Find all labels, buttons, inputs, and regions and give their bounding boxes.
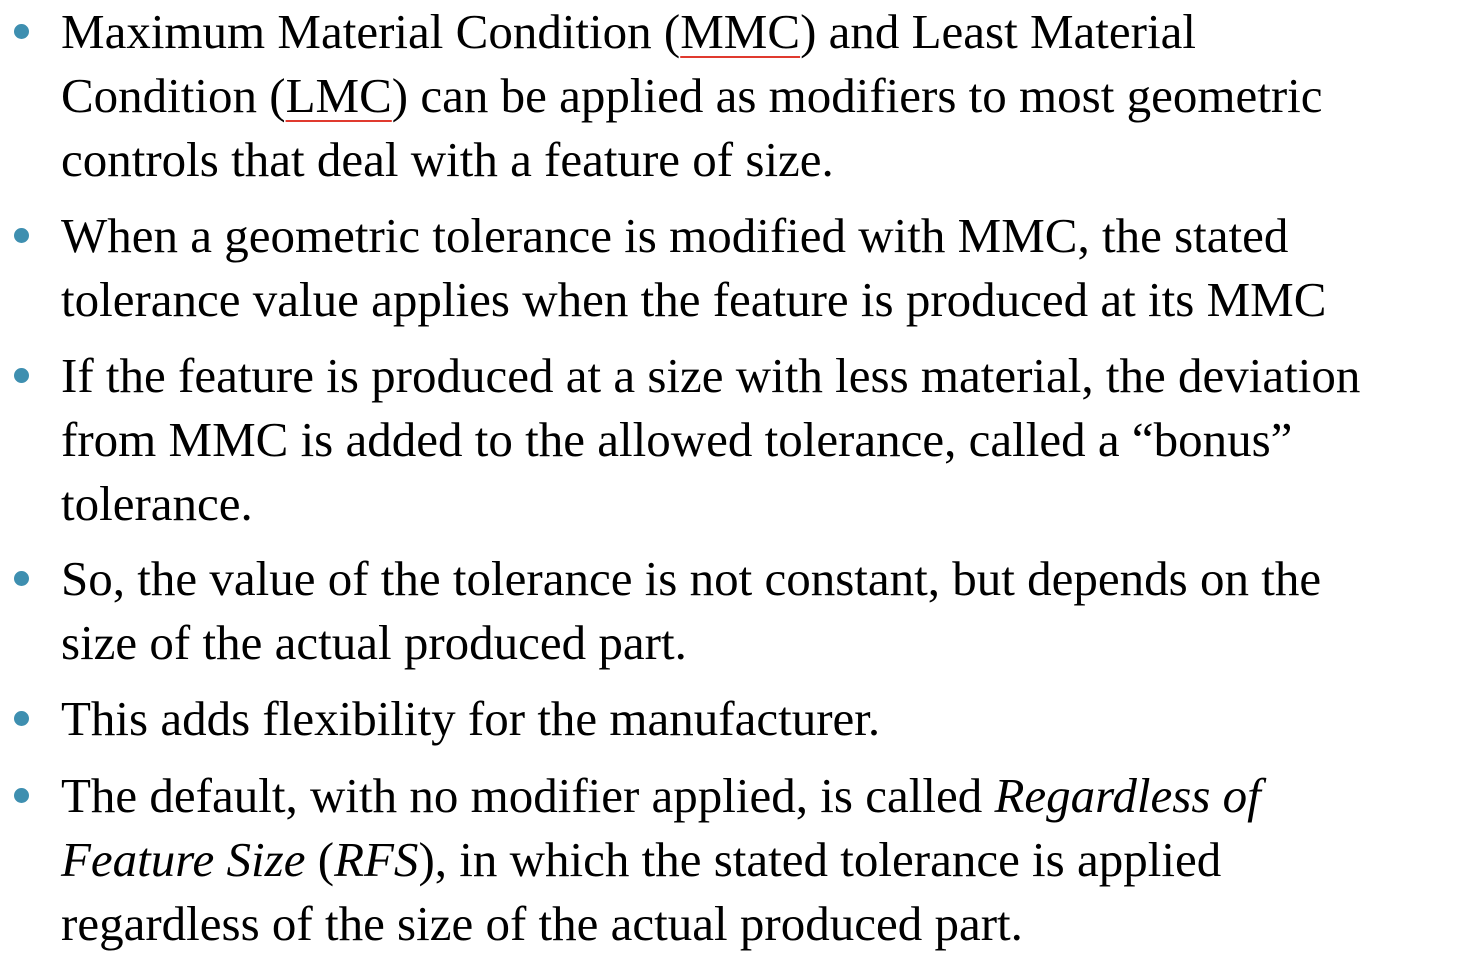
text-span: Maximum Material Condition ( [61, 4, 681, 59]
bullet-dot-icon [14, 711, 29, 726]
spellcheck-word: LMC [285, 68, 392, 123]
spellcheck-word: MMC [680, 4, 801, 59]
italic-term: Regardless of [994, 768, 1261, 823]
text-span: The default, with no modifier applied, is called [61, 768, 995, 823]
text-line: If the feature is produced at a size with less material, the deviation [61, 348, 1361, 403]
italic-term: Feature Size [61, 832, 306, 887]
text-span: ), in which the stated tolerance is applied [418, 832, 1222, 887]
text-line: size of the actual produced part. [61, 615, 687, 670]
italic-term: RFS [334, 832, 419, 887]
bullet-dot-icon [14, 788, 29, 803]
text-line [61, 64, 1323, 128]
text-line [61, 764, 1261, 828]
bullet-dot-icon [14, 571, 29, 586]
text-line: When a geometric tolerance is modified with MMC, the stated [61, 208, 1289, 263]
text-line: So, the value of the tolerance is not constant, but depends on the [61, 551, 1322, 606]
text-span: ) and Least Material [800, 4, 1196, 59]
text-line [61, 0, 1196, 64]
text-span: ) can be applied as modifiers to most geometric [391, 68, 1323, 123]
text-line: regardless of the size of the actual produced part. [61, 896, 1023, 951]
text-line: This adds flexibility for the manufacturer. [61, 691, 881, 746]
text-line: from MMC is added to the allowed tolerance, called a “bonus” [61, 412, 1293, 467]
text-span: Condition ( [61, 68, 286, 123]
text-line: controls that deal with a feature of size. [61, 132, 834, 187]
bullet-dot-icon [14, 24, 29, 39]
bullet-dot-icon [14, 228, 29, 243]
bullet-dot-icon [14, 368, 29, 383]
text-line: tolerance value applies when the feature is produced at its MMC [61, 272, 1327, 327]
text-line [61, 828, 1221, 892]
text-span: ( [305, 832, 335, 887]
text-line: tolerance. [61, 476, 253, 531]
